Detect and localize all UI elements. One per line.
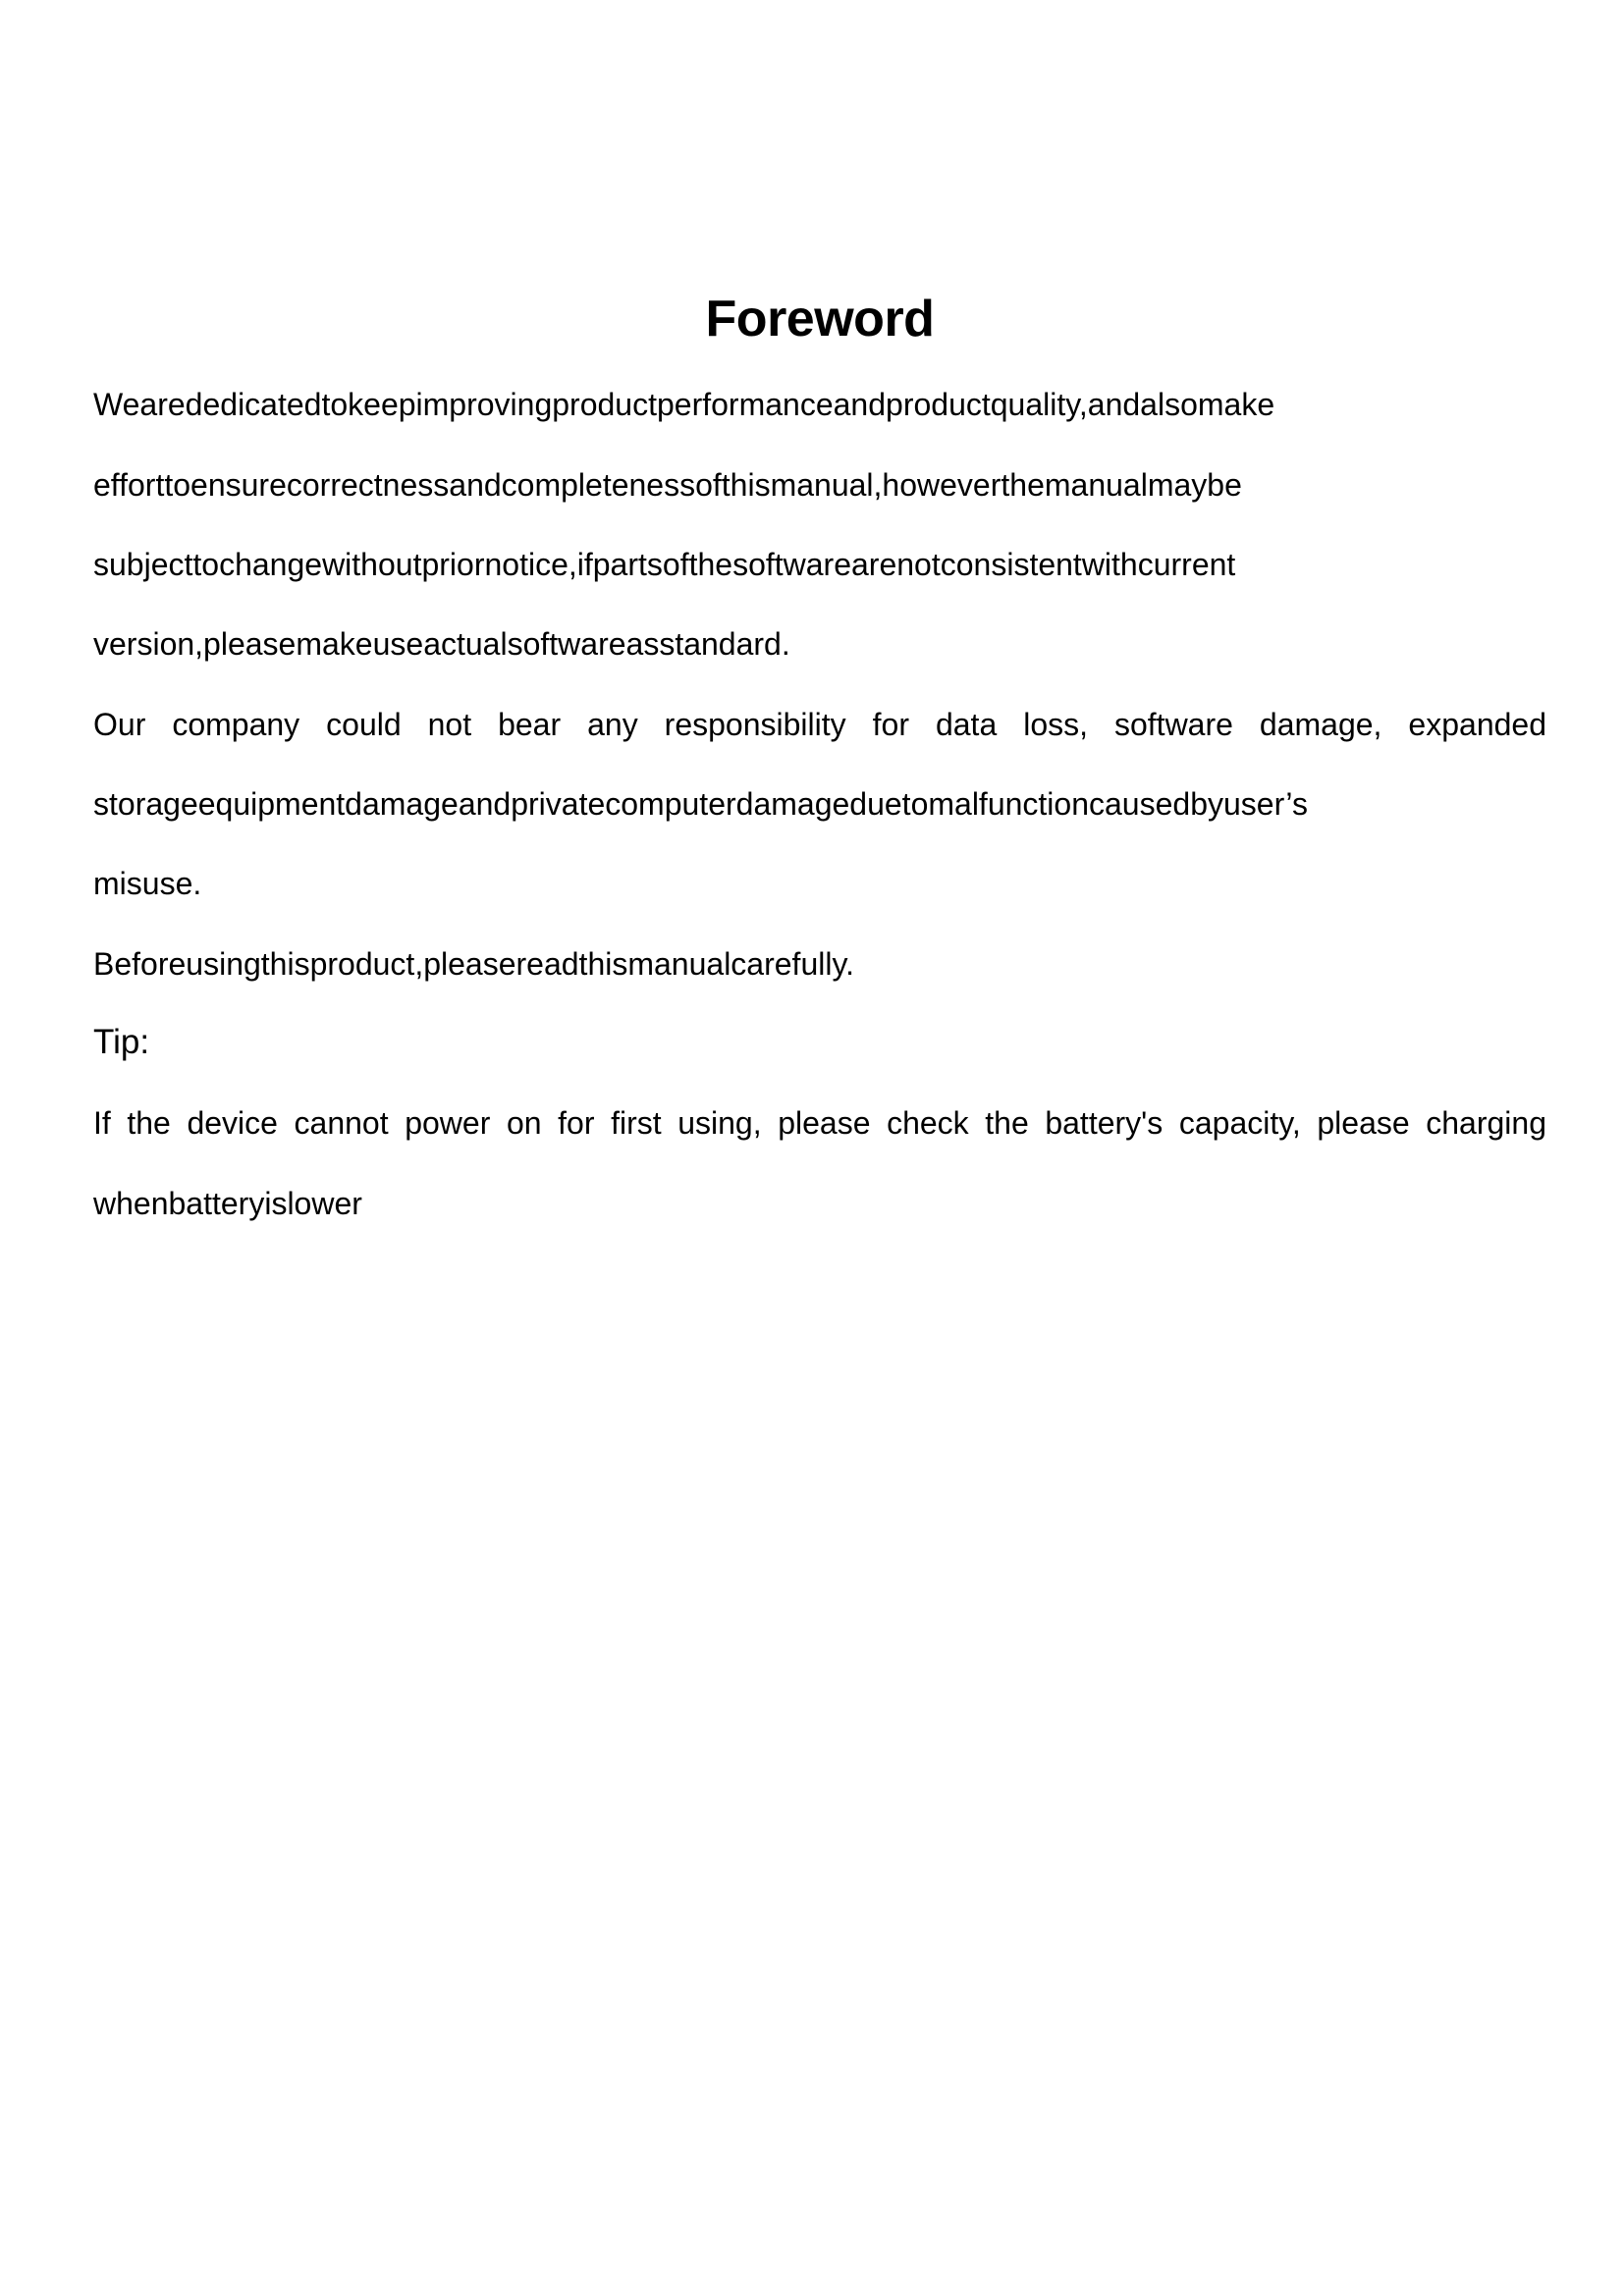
tip-label: Tip: [93, 1023, 150, 1061]
foreword-paragraph-3-line-1: Beforeusingthisproduct,pleasereadthismanualcarefully. [93, 946, 854, 982]
foreword-paragraph-2-line-2: storageequipmentdamageandprivatecomputerdamageduetomalfunctioncausedbyuser’s [93, 786, 1308, 822]
foreword-paragraph-1-line-1: Wearededicatedtokeepimprovingproductperformanceandproductquality,andalsomake [93, 387, 1275, 422]
foreword-paragraph-1-line-2: efforttoensurecorrectnessandcompletenessofthismanual,howeverthemanualmaybe [93, 467, 1242, 503]
foreword-paragraph-2-line-3: misuse. [93, 866, 202, 901]
foreword-paragraph-2-line-1: Our company could not bear any responsibility for data loss, software damage, expanded [93, 707, 1546, 742]
page-title: Foreword [705, 291, 935, 347]
foreword-paragraph-1-line-3: subjecttochangewithoutpriornotice,ifpartsofthesoftwarearenotconsistentwithcurrent [93, 547, 1236, 582]
tip-line-2: whenbatteryislower [93, 1186, 362, 1221]
tip-line-1: If the device cannot power on for first using, please check the battery's capacity, please charging [93, 1105, 1546, 1141]
foreword-paragraph-1-line-4: version,pleasemakeuseactualsoftwareasstandard. [93, 626, 790, 662]
manual-page [93, 0, 1546, 2296]
